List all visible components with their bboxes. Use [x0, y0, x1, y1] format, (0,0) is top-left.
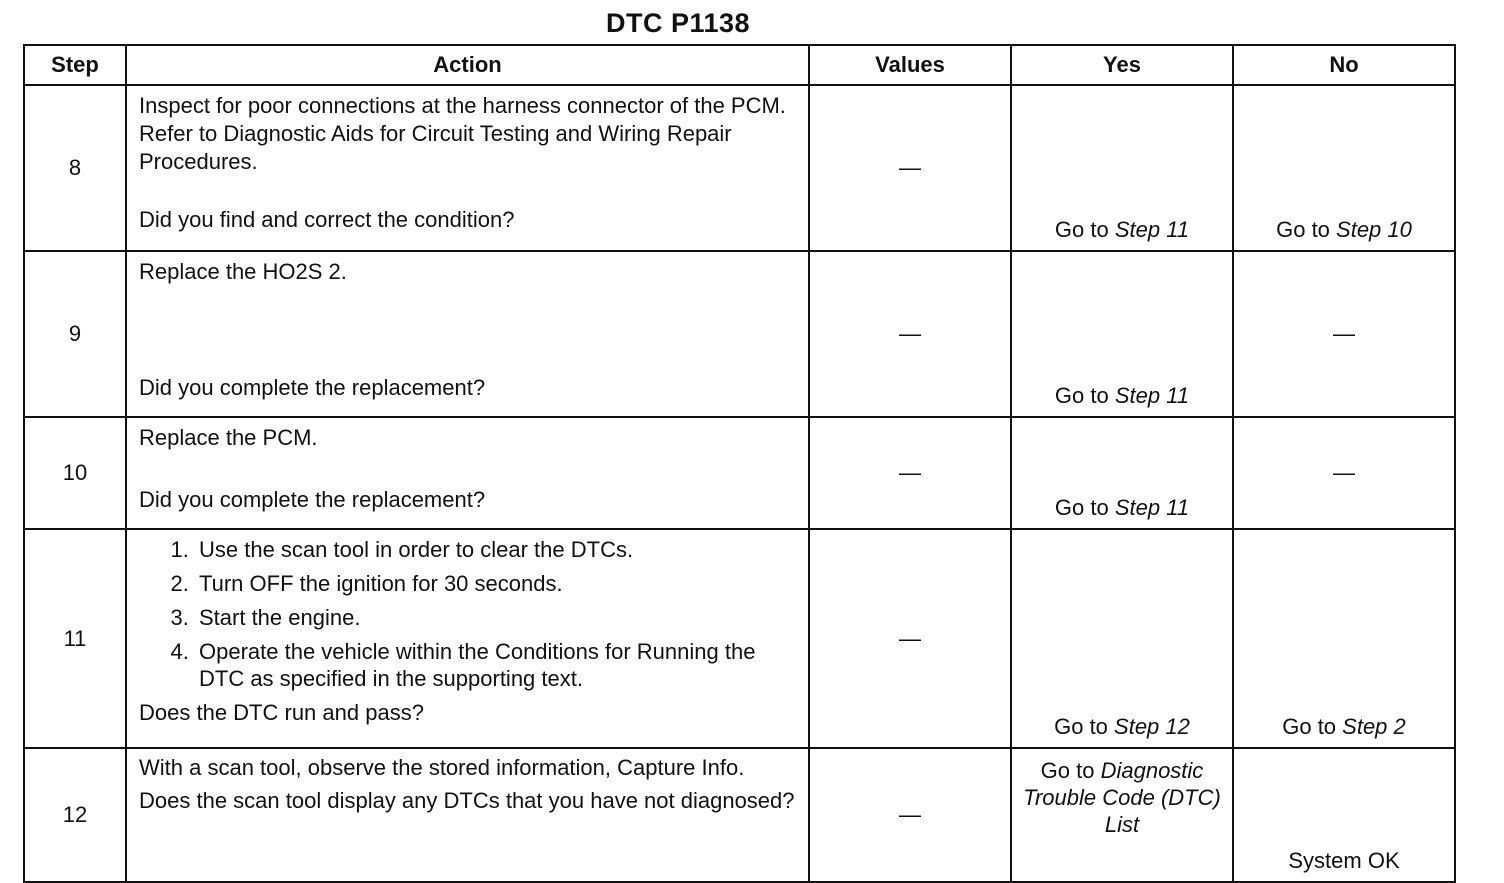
action-text: With a scan tool, observe the stored information, Capture Info. — [139, 755, 745, 780]
yes-prefix: Go to — [1054, 383, 1115, 408]
header-yes: Yes — [1011, 45, 1233, 85]
values-cell: — — [809, 85, 1011, 251]
table-row — [24, 251, 1455, 417]
yes-step-link[interactable]: Step 12 — [1114, 714, 1190, 739]
yes-cell — [1011, 748, 1233, 882]
step-number: 11 — [24, 529, 126, 748]
list-item: 3. Start the engine. — [195, 604, 796, 631]
step-number: 10 — [24, 417, 126, 529]
yes-step-link[interactable]: Step 11 — [1114, 383, 1190, 408]
page-title: DTC P1138 — [605, 8, 751, 38]
yes-prefix: Go to — [1054, 495, 1115, 520]
yes-cell — [1011, 417, 1233, 529]
header-no: No — [1233, 45, 1455, 85]
action-question: Does the DTC run and pass? — [139, 700, 424, 725]
action-text: Replace the HO2S 2. — [139, 259, 347, 284]
action-text: Replace the PCM. — [139, 425, 318, 450]
list-item: 1. Use the scan tool in order to clear the DTCs. — [195, 536, 796, 563]
step-number: 8 — [24, 85, 126, 251]
no-step-link[interactable]: Step 10 — [1336, 217, 1412, 242]
step-number: 12 — [24, 748, 126, 882]
no-cell: System OK — [1233, 748, 1455, 882]
list-item: 4. Operate the vehicle within the Conditions for Running the DTC as specified in the supporting text. — [195, 638, 796, 692]
values-cell: — — [809, 417, 1011, 529]
action-cell — [126, 251, 809, 417]
yes-cell — [1011, 251, 1233, 417]
no-prefix: Go to — [1276, 217, 1337, 242]
table-row — [24, 85, 1455, 251]
table-row — [24, 529, 1455, 748]
procedure-list — [139, 536, 796, 692]
yes-step-link[interactable]: Step 11 — [1114, 495, 1190, 520]
list-item: 2. Turn OFF the ignition for 30 seconds. — [195, 570, 796, 597]
action-question: Did you complete the replacement? — [139, 375, 486, 400]
table-row — [24, 417, 1455, 529]
values-cell: — — [809, 529, 1011, 748]
values-cell: — — [809, 748, 1011, 882]
no-cell — [1233, 529, 1455, 748]
no-cell: — — [1233, 417, 1455, 529]
values-cell: — — [809, 251, 1011, 417]
action-question: Does the scan tool display any DTCs that you have not diagnosed? — [139, 788, 795, 813]
yes-step-link[interactable]: Step 11 — [1114, 217, 1190, 242]
diagnostic-table — [23, 44, 1456, 883]
header-action: Action — [126, 45, 809, 85]
yes-cell — [1011, 85, 1233, 251]
action-question: Did you complete the replacement? — [139, 487, 486, 512]
header-step: Step — [24, 45, 126, 85]
action-text: Inspect for poor connections at the harness connector of the PCM. Refer to Diagnostic Aids for Circuit Testing and Wiring Repair Procedures. — [139, 93, 786, 174]
yes-prefix: Go to — [1040, 758, 1101, 783]
no-cell: — — [1233, 251, 1455, 417]
action-cell — [126, 85, 809, 251]
no-step-link[interactable]: Step 2 — [1342, 714, 1406, 739]
yes-cell — [1011, 529, 1233, 748]
action-cell — [126, 529, 809, 748]
table-header-row — [24, 45, 1455, 85]
yes-dtc-list-link[interactable]: Diagnostic Trouble Code (DTC) List — [1023, 758, 1221, 837]
header-values: Values — [809, 45, 1011, 85]
yes-prefix: Go to — [1054, 714, 1115, 739]
no-prefix: Go to — [1282, 714, 1343, 739]
table-row — [24, 748, 1455, 882]
yes-prefix: Go to — [1054, 217, 1115, 242]
step-number: 9 — [24, 251, 126, 417]
action-cell — [126, 748, 809, 882]
action-question: Did you find and correct the condition? — [139, 207, 515, 232]
no-cell — [1233, 85, 1455, 251]
action-cell — [126, 417, 809, 529]
